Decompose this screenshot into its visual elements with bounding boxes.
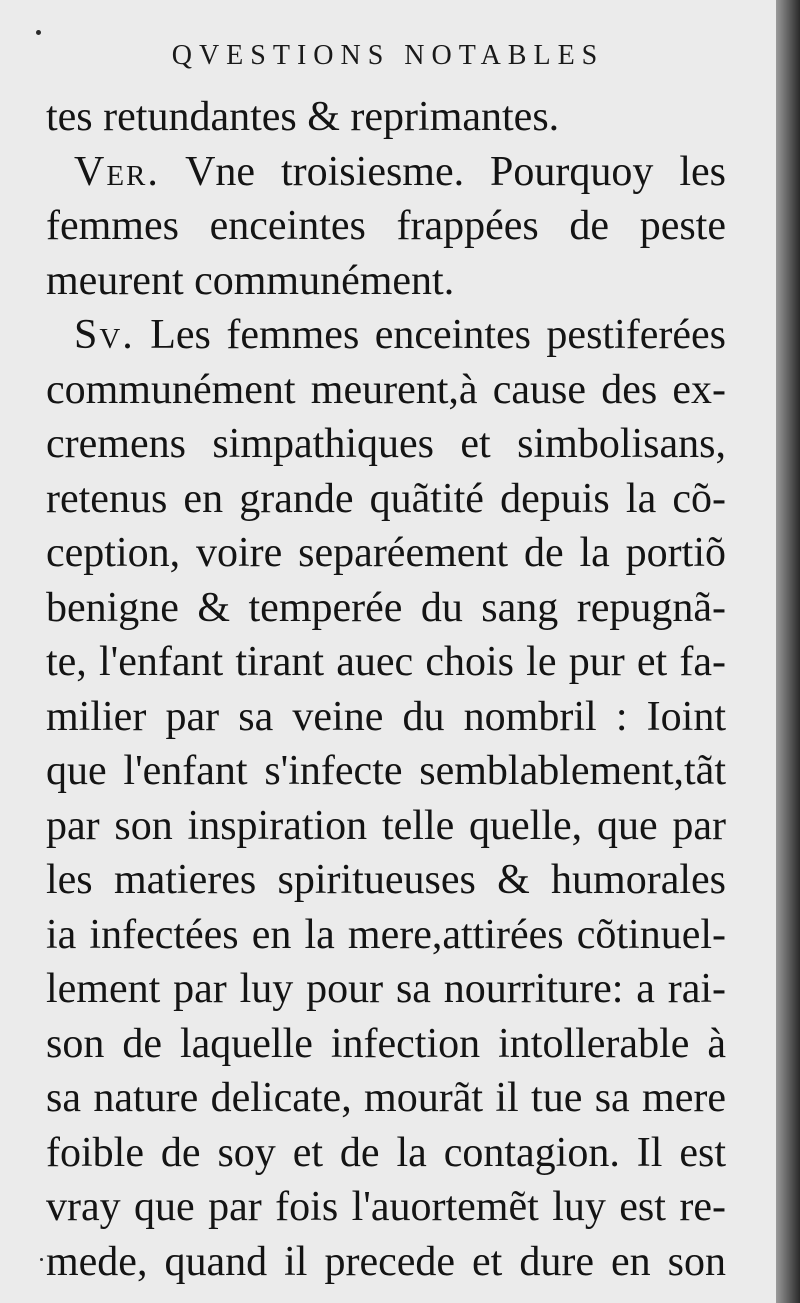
text-line <box>46 1071 726 1126</box>
text-line <box>46 1126 726 1181</box>
speaker-label: Ver. <box>74 148 160 195</box>
text-line-content: mede, quand il precede et dure en son <box>46 1238 726 1285</box>
text-line <box>46 90 726 145</box>
page-body-text <box>46 90 726 1289</box>
text-line <box>46 145 726 200</box>
text-line-content: ception, voire separéement de la portiõ <box>46 530 726 576</box>
text-line <box>46 199 726 254</box>
text-line-content: meurent communément. <box>46 257 455 304</box>
text-line <box>46 417 726 472</box>
text-line <box>46 1235 726 1290</box>
text-line-content: te, l'enfant tirant auec chois le pur et fa- <box>46 639 726 685</box>
speaker-label: Sv. <box>74 312 135 358</box>
text-line <box>46 363 726 418</box>
text-line-content: femmes enceintes frappées de peste <box>46 203 726 249</box>
text-line-content: que l'enfant s'infecte semblablement,tãt <box>46 748 726 794</box>
text-line-content: benigne & temperée du sang repugnã- <box>46 584 726 631</box>
text-line-content: cremens simpathiques et simbolisans, <box>46 421 726 467</box>
text-line <box>46 1180 726 1235</box>
text-line <box>46 308 726 363</box>
text-line <box>46 526 726 581</box>
text-line <box>46 635 726 690</box>
text-line <box>46 908 726 963</box>
ink-spot <box>40 1258 43 1261</box>
text-line-content: communément meurent,à cause des ex- <box>46 366 726 413</box>
text-line-content: foible de soy et de la contagion. Il est <box>46 1129 726 1176</box>
text-line-content: Vne troisiesme. Pourquoy les <box>159 148 726 195</box>
text-line-content: sa nature delicate, mourãt il tue sa mere <box>46 1075 726 1121</box>
text-line-content: Les femmes enceintes pestiferées <box>134 312 726 358</box>
text-line-content: lement par luy pour sa nourriture: a rai- <box>46 966 726 1012</box>
text-line <box>46 962 726 1017</box>
page-edge-shadow <box>776 0 800 1303</box>
text-line-content: son de laquelle infection intollerable à <box>46 1020 726 1067</box>
running-header: QVESTIONS NOTABLES <box>171 40 605 71</box>
text-line <box>46 799 726 854</box>
text-line-content: les matieres spiritueuses & humorales <box>46 857 726 903</box>
text-line-content: ia infectées en la mere,attirées cõtinuel- <box>46 911 726 958</box>
text-line <box>46 690 726 745</box>
text-line <box>46 853 726 908</box>
ink-spot <box>36 30 41 35</box>
text-line <box>46 1017 726 1072</box>
text-line <box>46 472 726 527</box>
text-line <box>46 254 726 309</box>
text-line-content: retenus en grande quãtité depuis la cõ- <box>46 475 726 522</box>
text-line-content: vray que par fois l'auortemẽt luy est re- <box>46 1184 726 1230</box>
text-line <box>46 744 726 799</box>
text-line-content: milier par sa veine du nombril : Ioint <box>46 693 726 740</box>
text-line-content: par son inspiration telle quelle, que par <box>46 802 726 849</box>
text-line <box>46 581 726 636</box>
text-line-content: tes retundantes & reprimantes. <box>46 94 560 140</box>
